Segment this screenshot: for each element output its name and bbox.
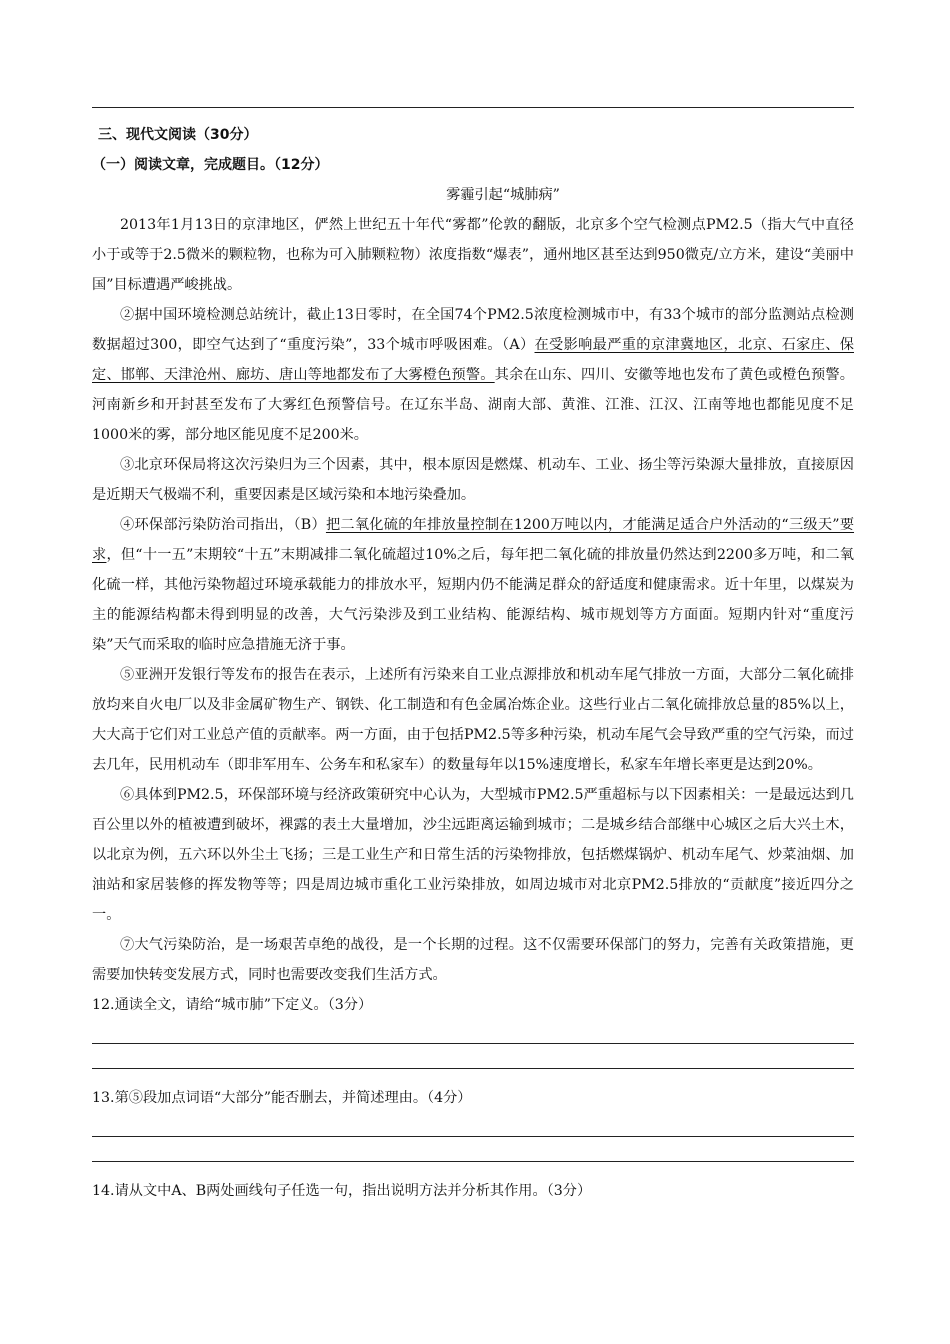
paragraph-4-text: ④环保部污染防治司指出，（B）: [120, 517, 326, 533]
question-12: 12.通读全文，请给“城市肺”下定义。（3分）: [92, 997, 373, 1013]
paragraph-5: ⑤亚洲开发银行等发布的报告在表示，上述所有污染来自工业点源排放和机动车尾气排放一方面，大部分二氧化硫排放均来自火电厂以及非金属矿物生产、钢铁、化工制造和有色金属冶炼企业。这些行业占二氧化硫排放总量的85%以上，大大高于它们对工业总产值的贡献率。两一方面，由于包括PM2.5等多种污染，机动车尾气会导致严重的空气污染，而过去几年，民用机动车（即非军用车、公务车和私家车）的数量每年以15%速度增长，私家车年增长率更是达到20%。: [92, 667, 854, 773]
paragraph-3: ③北京环保局将这次污染归为三个因素，其中，根本原因是燃煤、机动车、工业、扬尘等污染源大量排放，直接原因是近期天气极端不利，重要因素是区域污染和本地污染叠加。: [92, 457, 854, 503]
answer-line[interactable]: [92, 1136, 854, 1137]
answer-line[interactable]: [92, 1068, 854, 1069]
paragraph-2: [92, 300, 854, 450]
underlined-sentence-a: 在受影响最严重的京津冀地区，北京、石家庄、保定、邯郸、天津沧州、廊坊、唐山等地都发布了大雾橙色预警。: [92, 337, 854, 383]
underlined-sentence-b: 把二氧化硫的年排放量控制在1200万吨以内，才能满足适合户外活动的“三级天”要求: [92, 517, 855, 563]
paragraph-4: [92, 510, 854, 660]
answer-line[interactable]: [92, 1043, 854, 1044]
reading-section: [92, 120, 854, 1206]
article-title: 雾霾引起“城肺病”: [446, 187, 560, 203]
paragraph-1: 2013年1月13日的京津地区，俨然上世纪五十年代“雾都”伦敦的翻版，北京多个空气检测点PM2.5（指大气中直径小于或等于2.5微米的颗粒物，也称为可入肺颗粒物）浓度指数“爆表”，通州地区甚至达到950微克/立方米，建设“美丽中国”目标遭遇严峻挑战。: [92, 217, 854, 293]
question-14: 14.请从文中A、B两处画线句子任选一句，指出说明方法并分析其作用。（3分）: [92, 1183, 592, 1199]
section-heading: 三、现代文阅读（30分）: [98, 127, 258, 143]
paragraph-6: ⑥具体到PM2.5，环保部环境与经济政策研究中心认为，大型城市PM2.5严重超标与以下因素相关：一是最远达到几百公里以外的植被遭到破坏，裸露的表土大量增加，沙尘远距离运输到城市；二是城乡结合部继中心城区之后大兴土木，以北京为例，五六环以外尘土飞扬；三是工业生产和日常生活的污染物排放，包括燃煤锅炉、机动车尾气、炒菜油烟、加油站和家居装修的挥发物等等；四是周边城市重化工业污染排放，如周边城市对北京PM2.5排放的“贡献度”接近四分之一。: [92, 787, 854, 923]
question-13: 13.第⑤段加点词语“大部分”能否删去，并简述理由。（4分）: [92, 1090, 472, 1106]
paragraph-4-rest: ，但“十一五”末期较“十五”末期减排二氧化硫超过10%之后，每年把二氧化硫的排放量仍然达到2200多万吨，和二氧化硫一样，其他污染物超过环境承载能力的排放水平，短期内仍不能满足群众的舒适度和健康需求。近十年里，以煤炭为主的能源结构都未得到明显的改善，大气污染涉及到工业结构、能源结构、城市规划等方方面面。短期内针对“重度污染”天气而采取的临时应急措施无济于事。: [92, 547, 854, 653]
paragraph-7: ⑦大气污染防治，是一场艰苦卓绝的战役，是一个长期的过程。这不仅需要环保部门的努力，完善有关政策措施，更需要加快转变发展方式，同时也需要改变我们生活方式。: [92, 937, 854, 983]
answer-line[interactable]: [92, 1161, 854, 1162]
paragraph-2-rest: 其余在山东、四川、安徽等地也发布了黄色或橙色预警。河南新乡和开封甚至发布了大雾红色预警信号。在辽东半岛、湖南大部、黄淮、江淮、江汉、江南等地也都能见度不足1000米的雾，部分地区能见度不足200米。: [92, 367, 854, 443]
subsection-heading: （一）阅读文章，完成题目。（12分）: [92, 157, 329, 173]
paragraph-2-text: ②据中国环境检测总站统计，截止13日零时，在全国74个PM2.5浓度检测城市中，有33个城市的部分监测站点检测数据超过300，即空气达到了“重度污染”，33个城市呼吸困难。（A）: [92, 307, 854, 353]
top-rule: [92, 107, 854, 108]
